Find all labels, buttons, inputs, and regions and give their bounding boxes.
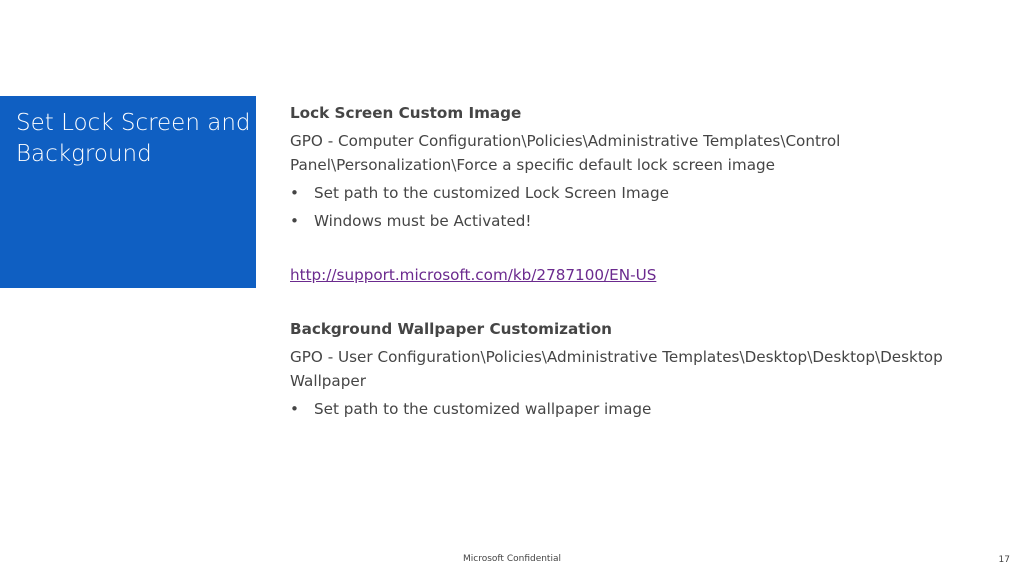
wallpaper-bullet-1-text: Set path to the customized wallpaper image: [314, 400, 652, 418]
slide-content: [290, 101, 990, 421]
lock-screen-bullet-2: [290, 209, 990, 233]
lock-screen-gpo-path: GPO - Computer Configuration\Policies\Administrative Templates\Control Panel\Personalization\Force a specific default lock screen image: [290, 132, 841, 174]
wallpaper-gpo-path: GPO - User Configuration\Policies\Administrative Templates\Desktop\Desktop\Desktop Wallpaper: [290, 348, 943, 390]
bullet-icon: •: [290, 400, 299, 418]
bullet-icon: •: [290, 212, 299, 230]
wallpaper-heading: Background Wallpaper Customization: [290, 320, 612, 338]
support-link[interactable]: http://support.microsoft.com/kb/2787100/EN-US: [290, 266, 657, 284]
wallpaper-bullet-1: [290, 397, 990, 421]
slide-title: Set Lock Screen and Background: [16, 110, 251, 167]
lock-screen-bullet-2-text: Windows must be Activated!: [314, 212, 532, 230]
lock-screen-heading: Lock Screen Custom Image: [290, 104, 522, 122]
bullet-icon: •: [290, 184, 299, 202]
footer-confidential: Microsoft Confidential: [463, 554, 561, 564]
lock-screen-bullet-1: [290, 181, 990, 205]
lock-screen-bullet-1-text: Set path to the customized Lock Screen Image: [314, 184, 669, 202]
page-number: 17: [998, 555, 1010, 565]
